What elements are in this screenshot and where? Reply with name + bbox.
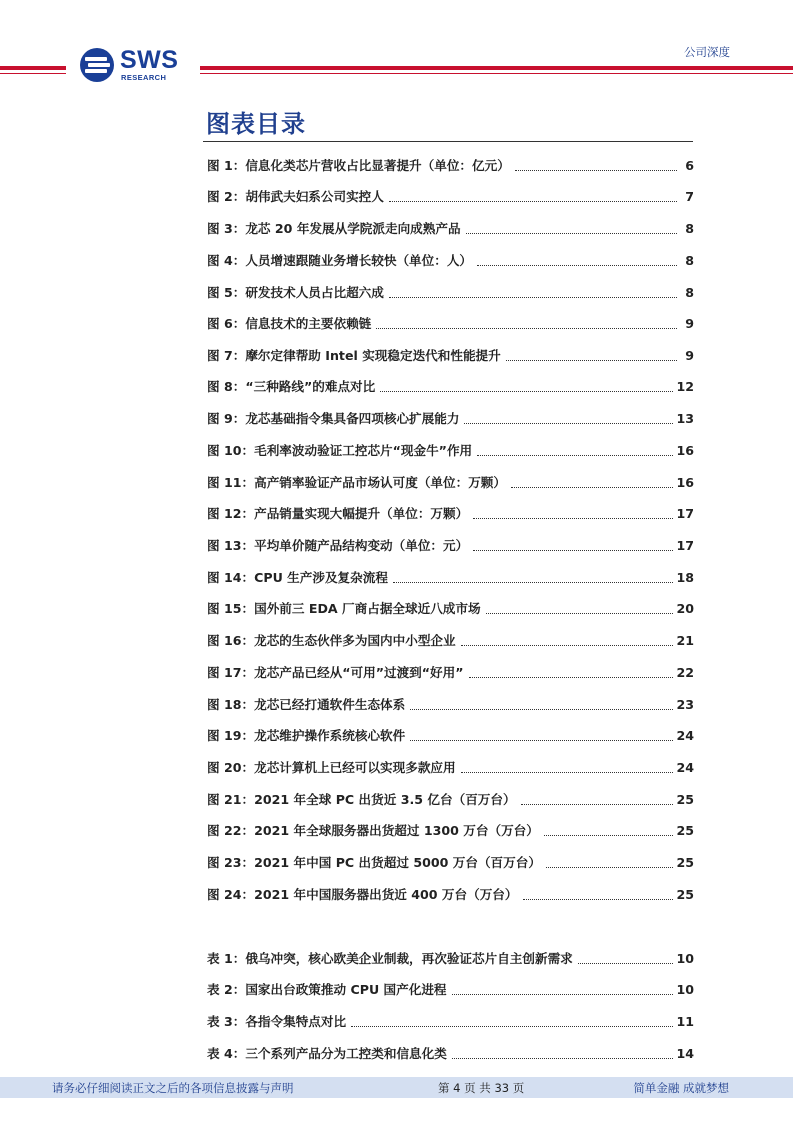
figure-entry[interactable] xyxy=(207,852,694,872)
dot-leader xyxy=(523,899,674,900)
figure-title: 图 10：毛利率波动验证工控芯片“现金牛”作用 xyxy=(207,443,473,458)
dot-leader xyxy=(380,391,673,392)
dot-leader xyxy=(477,455,673,456)
dot-leader xyxy=(511,487,673,488)
header-divider-left xyxy=(0,66,66,70)
figure-entry[interactable] xyxy=(207,218,694,238)
document-type-label: 公司深度 xyxy=(684,45,730,59)
figure-page: 25 xyxy=(676,792,694,807)
figure-entry[interactable] xyxy=(207,376,694,396)
dot-leader xyxy=(515,170,677,171)
figure-entry[interactable] xyxy=(207,757,694,777)
dot-leader xyxy=(410,740,673,741)
figure-title: 图 7：摩尔定律帮助 Intel 实现稳定迭代和性能提升 xyxy=(207,348,501,363)
figure-title: 图 17：龙芯产品已经从“可用”过渡到“好用” xyxy=(207,665,464,680)
figure-page: 13 xyxy=(676,411,694,426)
figure-entry[interactable] xyxy=(207,155,694,175)
figure-title: 图 5：研发技术人员占比超六成 xyxy=(207,285,384,300)
figure-title: 图 22：2021 年全球服务器出货超过 1300 万台（万台） xyxy=(207,823,539,838)
figure-title: 图 18：龙芯已经打通软件生态体系 xyxy=(207,697,406,712)
dot-leader xyxy=(521,804,674,805)
figure-page: 17 xyxy=(676,506,694,521)
dot-leader xyxy=(452,1058,674,1059)
table-entry[interactable] xyxy=(207,1011,694,1031)
figure-page: 8 xyxy=(685,253,694,268)
figure-title: 图 21：2021 年全球 PC 出货近 3.5 亿台（百万台） xyxy=(207,792,516,807)
dot-leader xyxy=(389,297,677,298)
figure-title: 图 20：龙芯计算机上已经可以实现多款应用 xyxy=(207,760,456,775)
figure-page: 24 xyxy=(676,728,694,743)
footer-disclaimer: 请务必仔细阅读正文之后的各项信息披露与声明 xyxy=(52,1081,294,1095)
page-footer xyxy=(0,1077,793,1098)
dot-leader xyxy=(473,550,673,551)
dot-leader xyxy=(393,582,674,583)
table-entry[interactable] xyxy=(207,1043,694,1063)
sws-logo xyxy=(79,44,189,84)
figure-page: 7 xyxy=(685,189,694,204)
figure-entry[interactable] xyxy=(207,567,694,587)
figure-title: 图 13：平均单价随产品结构变动（单位：元） xyxy=(207,538,469,553)
figure-entry[interactable] xyxy=(207,282,694,302)
sws-logo-icon xyxy=(79,47,115,83)
figure-page: 16 xyxy=(676,475,694,490)
dot-leader xyxy=(473,518,673,519)
figure-page: 25 xyxy=(676,887,694,902)
figure-entry[interactable] xyxy=(207,884,694,904)
logo-brand-text: SWS xyxy=(120,46,179,74)
figure-title: 图 2：胡伟武夫妇系公司实控人 xyxy=(207,189,384,204)
figure-entry[interactable] xyxy=(207,662,694,682)
header-divider-right-thin xyxy=(200,73,793,74)
table-title: 表 1：俄乌冲突，核心欧美企业制裁，再次验证芯片自主创新需求 xyxy=(207,951,573,966)
dot-leader xyxy=(461,772,674,773)
figure-title: 图 16：龙芯的生态伙伴多为国内中小型企业 xyxy=(207,633,456,648)
dot-leader xyxy=(452,994,674,995)
table-title: 表 2：国家出台政策推动 CPU 国产化进程 xyxy=(207,982,447,997)
figure-entry[interactable] xyxy=(207,440,694,460)
figure-title: 图 11：高产销率验证产品市场认可度（单位：万颗） xyxy=(207,475,506,490)
header-divider-left-thin xyxy=(0,73,66,74)
figure-page: 25 xyxy=(676,823,694,838)
figure-page: 8 xyxy=(685,285,694,300)
figure-entry[interactable] xyxy=(207,694,694,714)
dot-leader xyxy=(351,1026,673,1027)
figure-entry[interactable] xyxy=(207,598,694,618)
figure-page: 12 xyxy=(676,379,694,394)
header-divider-right xyxy=(200,66,793,70)
dot-leader xyxy=(461,645,674,646)
figure-title: 图 19：龙芯维护操作系统核心软件 xyxy=(207,728,406,743)
figure-entry[interactable] xyxy=(207,820,694,840)
table-title: 表 4：三个系列产品分为工控类和信息化类 xyxy=(207,1046,447,1061)
figure-page: 20 xyxy=(676,601,694,616)
dot-leader xyxy=(464,423,673,424)
figure-page: 25 xyxy=(676,855,694,870)
figure-page: 9 xyxy=(685,348,694,363)
dot-leader xyxy=(469,677,674,678)
dot-leader xyxy=(466,233,677,234)
figure-entry[interactable] xyxy=(207,313,694,333)
figure-title: 图 24：2021 年中国服务器出货近 400 万台（万台） xyxy=(207,887,518,902)
figure-page: 23 xyxy=(676,697,694,712)
dot-leader xyxy=(389,201,677,202)
figure-page: 16 xyxy=(676,443,694,458)
dot-leader xyxy=(578,963,674,964)
figure-entry[interactable] xyxy=(207,250,694,270)
dot-leader xyxy=(477,265,677,266)
dot-leader xyxy=(410,709,673,710)
figure-title: 图 9：龙芯基础指令集具备四项核心扩展能力 xyxy=(207,411,460,426)
figure-entry[interactable] xyxy=(207,725,694,745)
figure-entry[interactable] xyxy=(207,630,694,650)
dot-leader xyxy=(544,835,674,836)
figure-entry[interactable] xyxy=(207,789,694,809)
figure-page: 8 xyxy=(685,221,694,236)
figure-page: 22 xyxy=(676,665,694,680)
dot-leader xyxy=(546,867,674,868)
table-entry[interactable] xyxy=(207,979,694,999)
footer-page-number: 第 4 页 共 33 页 xyxy=(438,1081,525,1095)
figure-page: 24 xyxy=(676,760,694,775)
figure-title: 图 23：2021 年中国 PC 出货超过 5000 万台（百万台） xyxy=(207,855,541,870)
logo-sub-text: RESEARCH xyxy=(121,73,167,82)
table-page: 11 xyxy=(676,1014,694,1029)
figure-page: 9 xyxy=(685,316,694,331)
dot-leader xyxy=(376,328,677,329)
table-page: 10 xyxy=(676,982,694,997)
figure-title: 图 6：信息技术的主要依赖链 xyxy=(207,316,372,331)
table-page: 14 xyxy=(676,1046,694,1061)
figure-entry[interactable] xyxy=(207,408,694,428)
dot-leader xyxy=(506,360,677,361)
figure-page: 17 xyxy=(676,538,694,553)
figure-title: 图 3：龙芯 20 年发展从学院派走向成熟产品 xyxy=(207,221,461,236)
figure-title: 图 4：人员增速跟随业务增长较快（单位：人） xyxy=(207,253,473,268)
figure-entry[interactable] xyxy=(207,535,694,555)
figure-page: 21 xyxy=(676,633,694,648)
footer-slogan: 简单金融 成就梦想 xyxy=(633,1081,729,1095)
figure-title: 图 1：信息化类芯片营收占比显著提升（单位：亿元） xyxy=(207,158,510,173)
table-title: 表 3：各指令集特点对比 xyxy=(207,1014,347,1029)
figure-title: 图 15：国外前三 EDA 厂商占据全球近八成市场 xyxy=(207,601,481,616)
figure-title: 图 14：CPU 生产涉及复杂流程 xyxy=(207,570,388,585)
figure-page: 18 xyxy=(676,570,694,585)
table-entry[interactable] xyxy=(207,948,694,968)
page-title: 图表目录 xyxy=(206,110,306,138)
figure-title: 图 12：产品销量实现大幅提升（单位：万颗） xyxy=(207,506,469,521)
figure-page: 6 xyxy=(685,158,694,173)
figure-entry[interactable] xyxy=(207,186,694,206)
figure-title: 图 8：“三种路线”的难点对比 xyxy=(207,379,376,394)
dot-leader xyxy=(486,613,674,614)
figure-entry[interactable] xyxy=(207,345,694,365)
figure-entry[interactable] xyxy=(207,472,694,492)
figure-entry[interactable] xyxy=(207,503,694,523)
table-page: 10 xyxy=(676,951,694,966)
title-divider xyxy=(203,141,693,142)
